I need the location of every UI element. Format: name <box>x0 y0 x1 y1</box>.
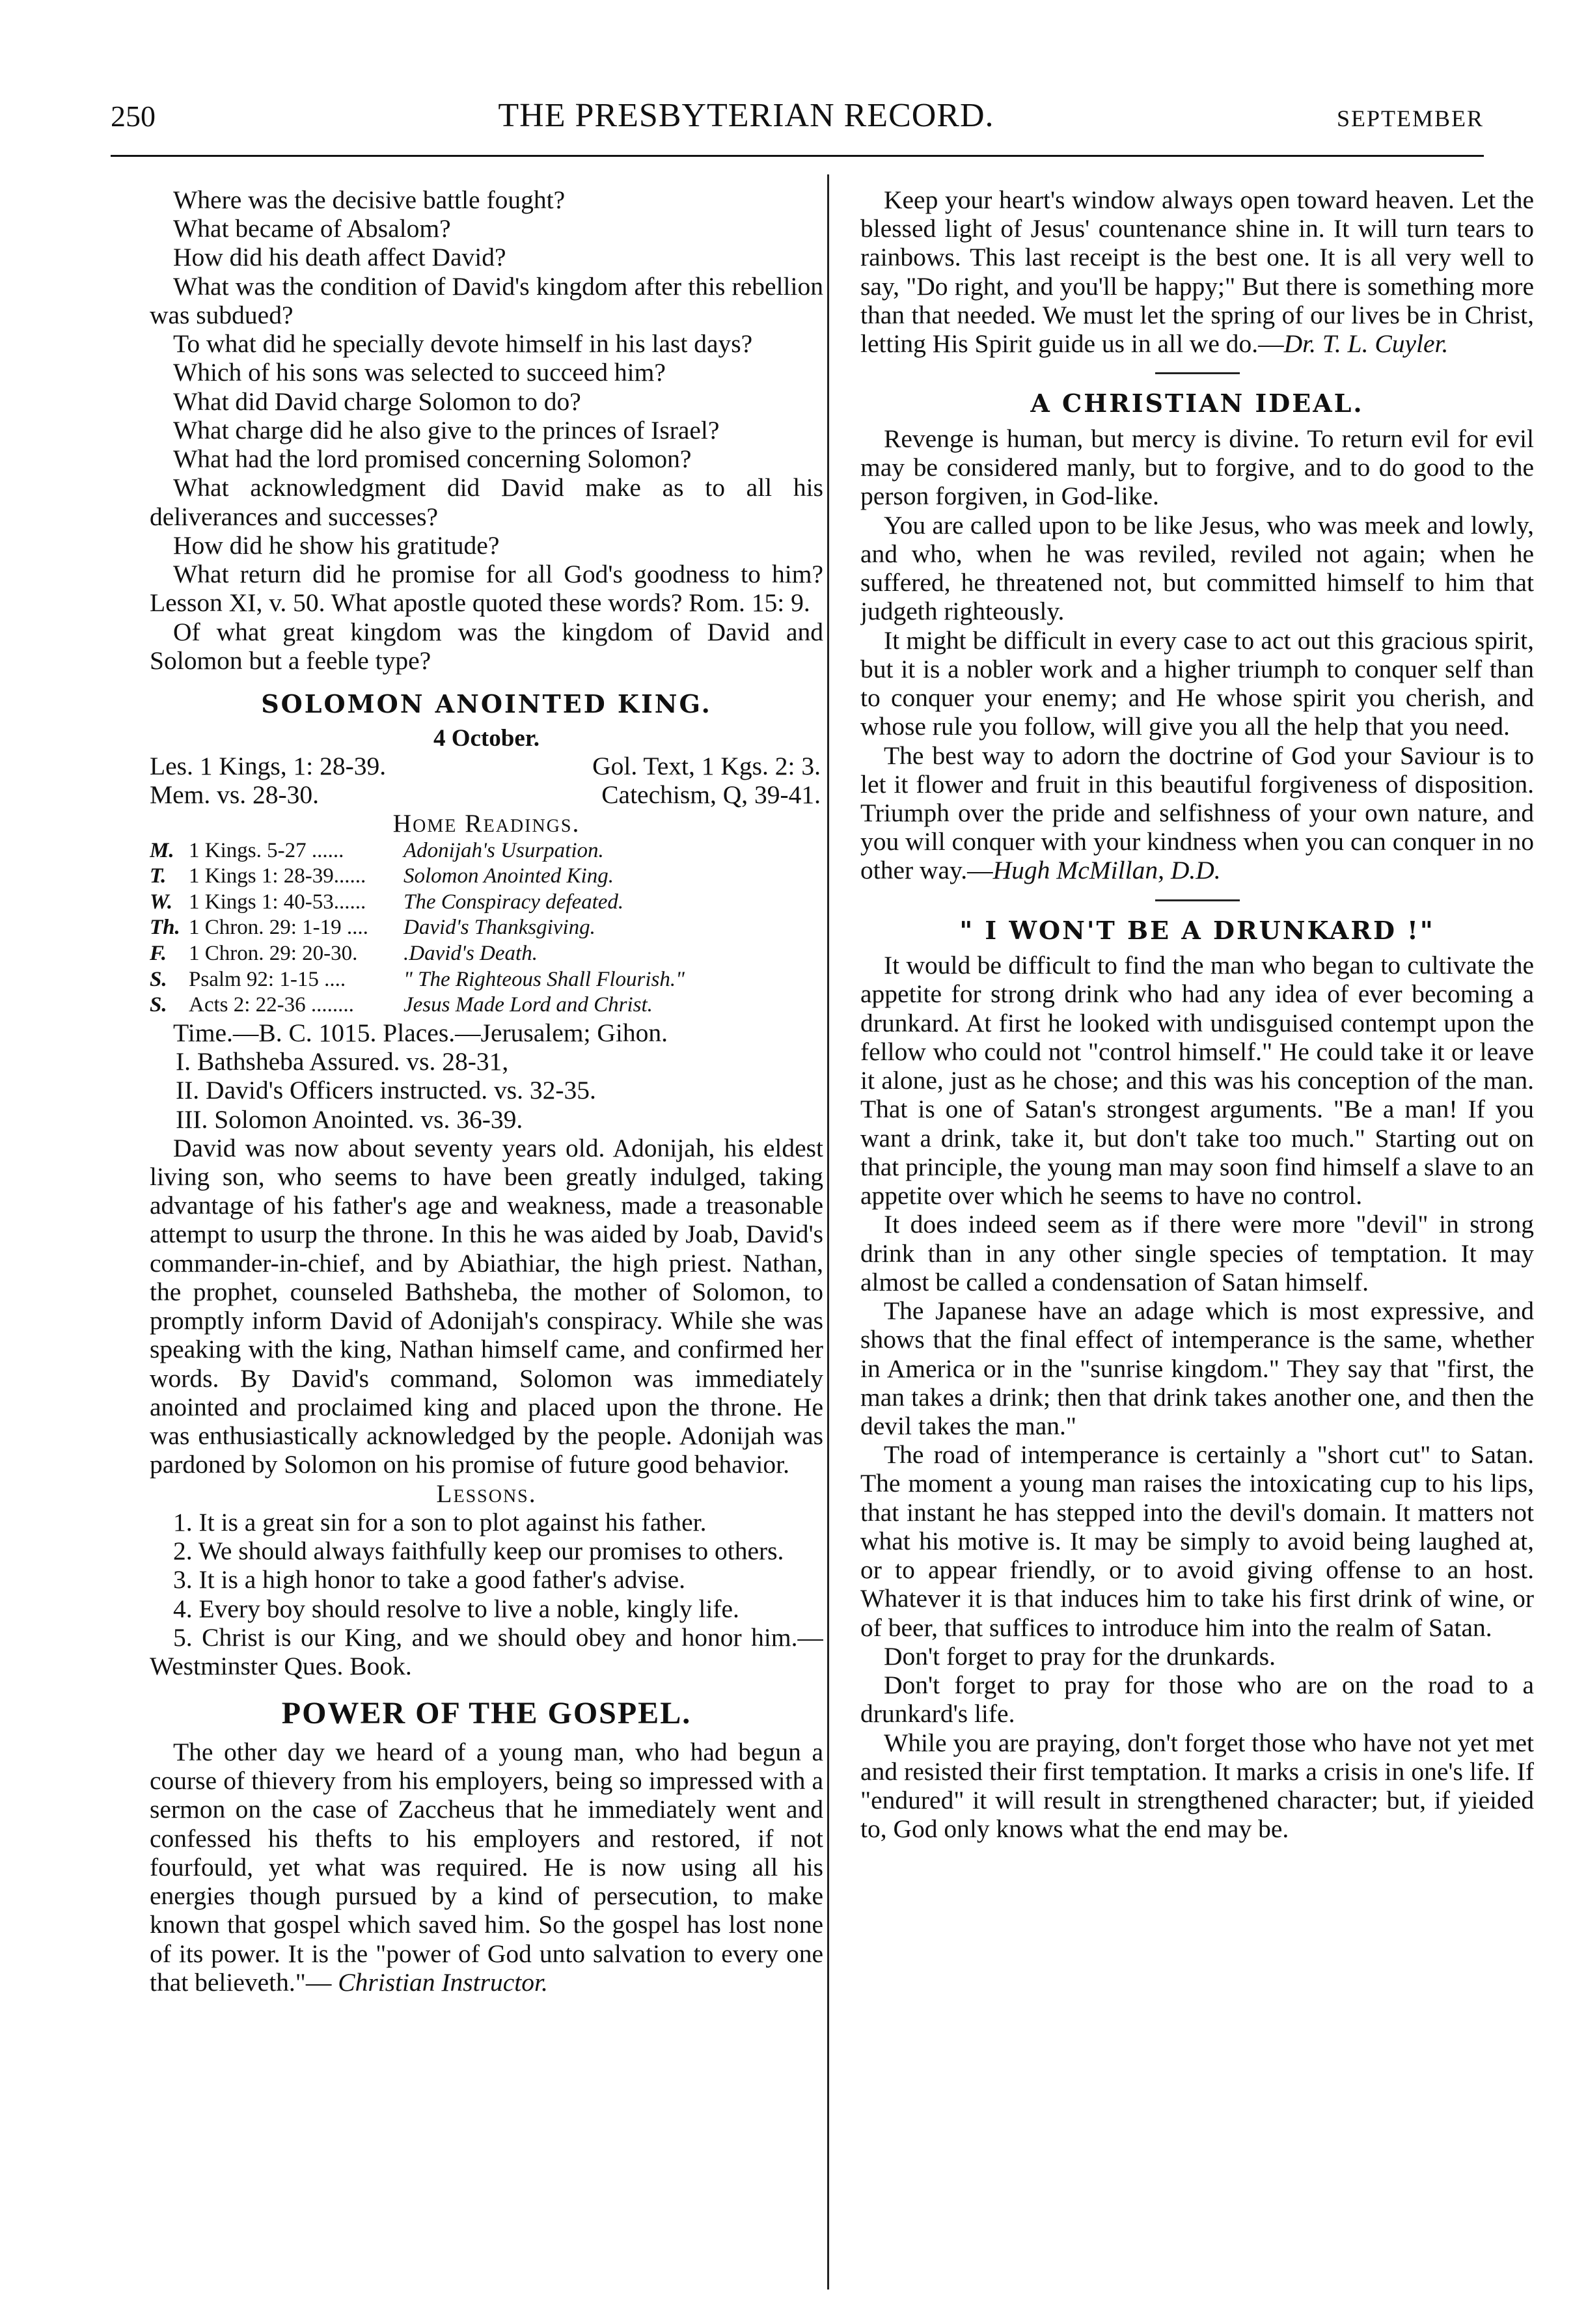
page-number: 250 <box>111 100 156 133</box>
gospel-body <box>150 1738 823 1997</box>
intro-author: Dr. T. L. Cuyler. <box>1283 329 1449 359</box>
lessons-heading: Lessons. <box>436 1479 537 1508</box>
drunkard-heading: " I WON'T BE A DRUNKARD !" <box>959 915 1435 945</box>
question: What was the condition of David's kingdom after this rebellion was subdued? <box>150 271 823 329</box>
reading-ref: 1 Kings 1: 28-39...... <box>189 864 366 888</box>
question: How did he show his gratitude? <box>173 530 500 560</box>
reading-day: S. <box>150 967 167 991</box>
question: What acknowledgment did David make as to all his deliverances and successes? <box>150 473 823 531</box>
left-column <box>150 185 823 2288</box>
gospel-heading: POWER OF THE GOSPEL. <box>281 1696 692 1731</box>
drunkard-paragraph: The road of intemperance is certainly a "short cut" to Satan. The moment a young man raises the intoxicating cup to his lips, that instant he has stepped into the devil's domain. It matters not what his motive is. It may be simply to avoid being laughed at, or to appear friendly, or to avoid giving offense to an host. Whatever it is that induces him to take his first drink of wine, or of beer, that suffices to introduce him into the realm of Satan. <box>860 1440 1534 1642</box>
home-readings-list <box>150 838 823 1018</box>
reading-day: T. <box>150 864 167 888</box>
memory-verses: Mem. vs. 28-30. <box>150 780 320 810</box>
lesson-reference-row <box>150 752 823 780</box>
lesson-date: 4 October. <box>433 724 540 752</box>
lesson-outline <box>150 1047 823 1134</box>
question: To what did he specially devote himself in his last days? <box>173 329 753 359</box>
reading-title: Jesus Made Lord and Christ. <box>404 993 653 1017</box>
catechism: Catechism, Q, 39-41. <box>601 780 821 810</box>
time-places: Time.—B. C. 1015. Places.—Jerusalem; Gihon. <box>173 1018 668 1047</box>
ideal-heading: A CHRISTIAN IDEAL. <box>1030 389 1364 418</box>
right-column <box>860 185 1534 2288</box>
lesson-point: 2. We should always faithfully keep our promises to others. <box>173 1537 784 1566</box>
month-label: SEPTEMBER <box>1336 105 1484 131</box>
ideal-text: The best way to adorn the doctrine of God your Saviour is to let it flower and fruit in this beautiful forgiveness of disposition. Triumph over the pride and selfishness of your own nature, and you will conquer with your kindness when you can conquer in no other way.— <box>860 741 1534 885</box>
question: Where was the decisive battle fought? <box>173 185 566 214</box>
outline-item: I. Bathsheba Assured. vs. 28-31, <box>176 1047 509 1076</box>
lesson-narrative: David was now about seventy years old. Adonijah, his eldest living son, who seems to have been greatly indulged, taking advantage of his father's age and weakness, made a treasonable attempt to usurp the throne. In this he was aided by Joab, David's commander-in-chief, and by Abiathiar, the high priest. Nathan, the prophet, counseled Bathsheba, the mother of Solomon, to promptly inform David of Adonijah's conspiracy. While she was speaking with the king, Nathan himself came, and confirmed her words. By David's command, Solomon was immediately anointed and proclaimed king and placed upon the throne. He was enthusiastically acknowledged by the people. Adonijah was pardoned by Solomon on his promise of future good behavior. <box>150 1133 823 1479</box>
lessons-list <box>150 1508 823 1680</box>
golden-text: Gol. Text, 1 Kgs. 2: 3. <box>592 751 821 780</box>
reading-title: .David's Death. <box>404 942 538 966</box>
question-list <box>150 185 823 675</box>
home-reading <box>150 967 823 993</box>
gospel-text: The other day we heard of a young man, who had begun a course of thievery from his employers, being so impressed with a sermon on the case of Zaccheus that he immediately went and confessed his thefts to his employers and restored, if not fourfould, yet what was required. He is now using all his energies though pursued by a kind of persecution, to make known that gospel which saved him. So the gospel has lost none of its power. It is the "power of God unto salvation to every one that believeth."— <box>150 1737 823 1997</box>
intro-paragraph <box>860 185 1534 358</box>
drunkard-paragraph: It would be difficult to find the man who began to cultivate the appetite for strong drink who had any idea of ever becoming a drunkard. At first he looked with undisguised contempt upon the fellow who could not "control himself." He could take it or leave it alone, just as he chose; and this was his conception of the man. That is one of Satan's strongest arguments. "Be a man! If you want a drink, take it, but don't take too much." Starting out on that principle, the young man may soon find himself a slave to an appetite over which he seems to have no control. <box>860 951 1534 1210</box>
masthead-title: THE PRESBYTERIAN RECORD. <box>498 97 994 134</box>
ideal-paragraph: It might be difficult in every case to act out this gracious spirit, but it is a nobler work and a higher triumph to conquer self than to conquer your enemy; and He whose spirit you cherish, and whose rule you follow, will give you all the help that you need. <box>860 625 1534 741</box>
home-reading <box>150 890 823 916</box>
ideal-author: Hugh McMillan, D.D. <box>992 856 1221 885</box>
outline-item: III. Solomon Anointed. vs. 36-39. <box>176 1104 523 1134</box>
question: How did his death affect David? <box>173 243 506 272</box>
reading-ref: 1 Kings 1: 40-53...... <box>189 890 366 914</box>
drunkard-paragraph: Don't forget to pray for the drunkards. <box>884 1641 1276 1671</box>
question: What became of Absalom? <box>173 214 451 243</box>
reading-ref: 1 Chron. 29: 1-19 .... <box>189 916 368 940</box>
question: Which of his sons was selected to succeed him? <box>173 358 666 387</box>
drunkard-paragraph: Don't forget to pray for those who are on the road to a drunkard's life. <box>860 1671 1534 1729</box>
lesson-point: 1. It is a great sin for a son to plot against his father. <box>173 1507 707 1537</box>
reading-day: S. <box>150 993 167 1017</box>
question: What charge did he also give to the princes of Israel? <box>173 415 720 444</box>
column-divider <box>827 174 829 2290</box>
gospel-author: Christian Instructor. <box>338 1967 548 1997</box>
section-separator <box>1155 899 1240 901</box>
home-reading <box>150 992 823 1018</box>
home-reading <box>150 838 823 864</box>
home-readings-heading: Home Readings. <box>392 809 581 838</box>
reading-ref: Acts 2: 22-36 ........ <box>189 993 354 1017</box>
reading-ref: 1 Kings. 5-27 ...... <box>189 838 344 862</box>
lesson-point: 5. Christ is our King, and we should obey and honor him.—Westminster Ques. Book. <box>150 1622 823 1680</box>
drunkard-paragraph: It does indeed seem as if there were more "devil" in strong drink than in any other single species of temptation. It may almost be called a condensation of Satan himself. <box>860 1210 1534 1296</box>
lesson-point: 3. It is a high honor to take a good father's advise. <box>173 1565 686 1594</box>
lesson-heading: SOLOMON ANOINTED KING. <box>261 689 712 718</box>
reading-day: M. <box>150 838 174 862</box>
reading-ref: 1 Chron. 29: 20-30. <box>189 942 358 966</box>
question: What return did he promise for all God's goodness to him? Lesson XI, v. 50. What apostle quoted these words? Rom. 15: 9. <box>150 560 823 618</box>
lesson-point: 4. Every boy should resolve to live a noble, kingly life. <box>173 1594 739 1623</box>
ideal-paragraph: Revenge is human, but mercy is divine. To return evil for evil may be considered manly, but to forgive, and to do good to the person forgiven, in God-like. <box>860 424 1534 511</box>
reading-title: Solomon Anointed King. <box>404 864 614 888</box>
section-separator <box>1155 372 1240 374</box>
reading-title: Adonijah's Usurpation. <box>404 838 604 862</box>
page-header <box>111 96 1484 157</box>
reading-title: " The Righteous Shall Flourish." <box>404 967 685 991</box>
reading-title: The Conspiracy defeated. <box>404 890 624 914</box>
outline-item: II. David's Officers instructed. vs. 32-35. <box>176 1076 596 1105</box>
reading-day: F. <box>150 942 167 966</box>
question: Of what great kingdom was the kingdom of David and Solomon but a feeble type? <box>150 617 823 675</box>
ideal-paragraph: You are called upon to be like Jesus, who was meek and lowly, and who, when he was reviled, reviled not again; when he suffered, he threatened not, but committed himself to him that judgeth righteously. <box>860 510 1534 626</box>
home-reading <box>150 941 823 967</box>
question: What had the lord promised concerning Solomon? <box>173 444 692 474</box>
memory-row <box>150 780 823 809</box>
drunkard-paragraph: While you are praying, don't forget those who have not yet met and resisted their first temptation. It marks a crisis in one's life. If "endured" it will result in strengthened character; but, if yieided to, God only knows what the end may be. <box>860 1728 1534 1844</box>
reading-day: Th. <box>150 916 180 940</box>
drunkard-paragraph: The Japanese have an adage which is most expressive, and shows that the final effect of intemperance is the same, whether in America or in the "sunrise kingdom." They say that "first, the man takes a drink; then that drink takes another one, and then the devil takes the man." <box>860 1296 1534 1440</box>
reading-day: W. <box>150 890 173 914</box>
reading-title: David's Thanksgiving. <box>404 916 595 940</box>
question: What did David charge Solomon to do? <box>173 387 581 416</box>
home-reading <box>150 864 823 890</box>
ideal-paragraph <box>860 741 1534 885</box>
intro-text: Keep your heart's window always open toward heaven. Let the blessed light of Jesus' countenance shine in. It will turn tears to rainbows. This last receipt is the best one. It is all very well to say, "Do right, and you'll be happy;" But there is something more than that needed. We must let the spring of our lives be in Christ, letting His Spirit guide us in all we do.— <box>860 185 1534 359</box>
reading-ref: Psalm 92: 1-15 .... <box>189 967 346 991</box>
home-reading <box>150 915 823 941</box>
lesson-reference: Les. 1 Kings, 1: 28-39. <box>150 751 387 780</box>
